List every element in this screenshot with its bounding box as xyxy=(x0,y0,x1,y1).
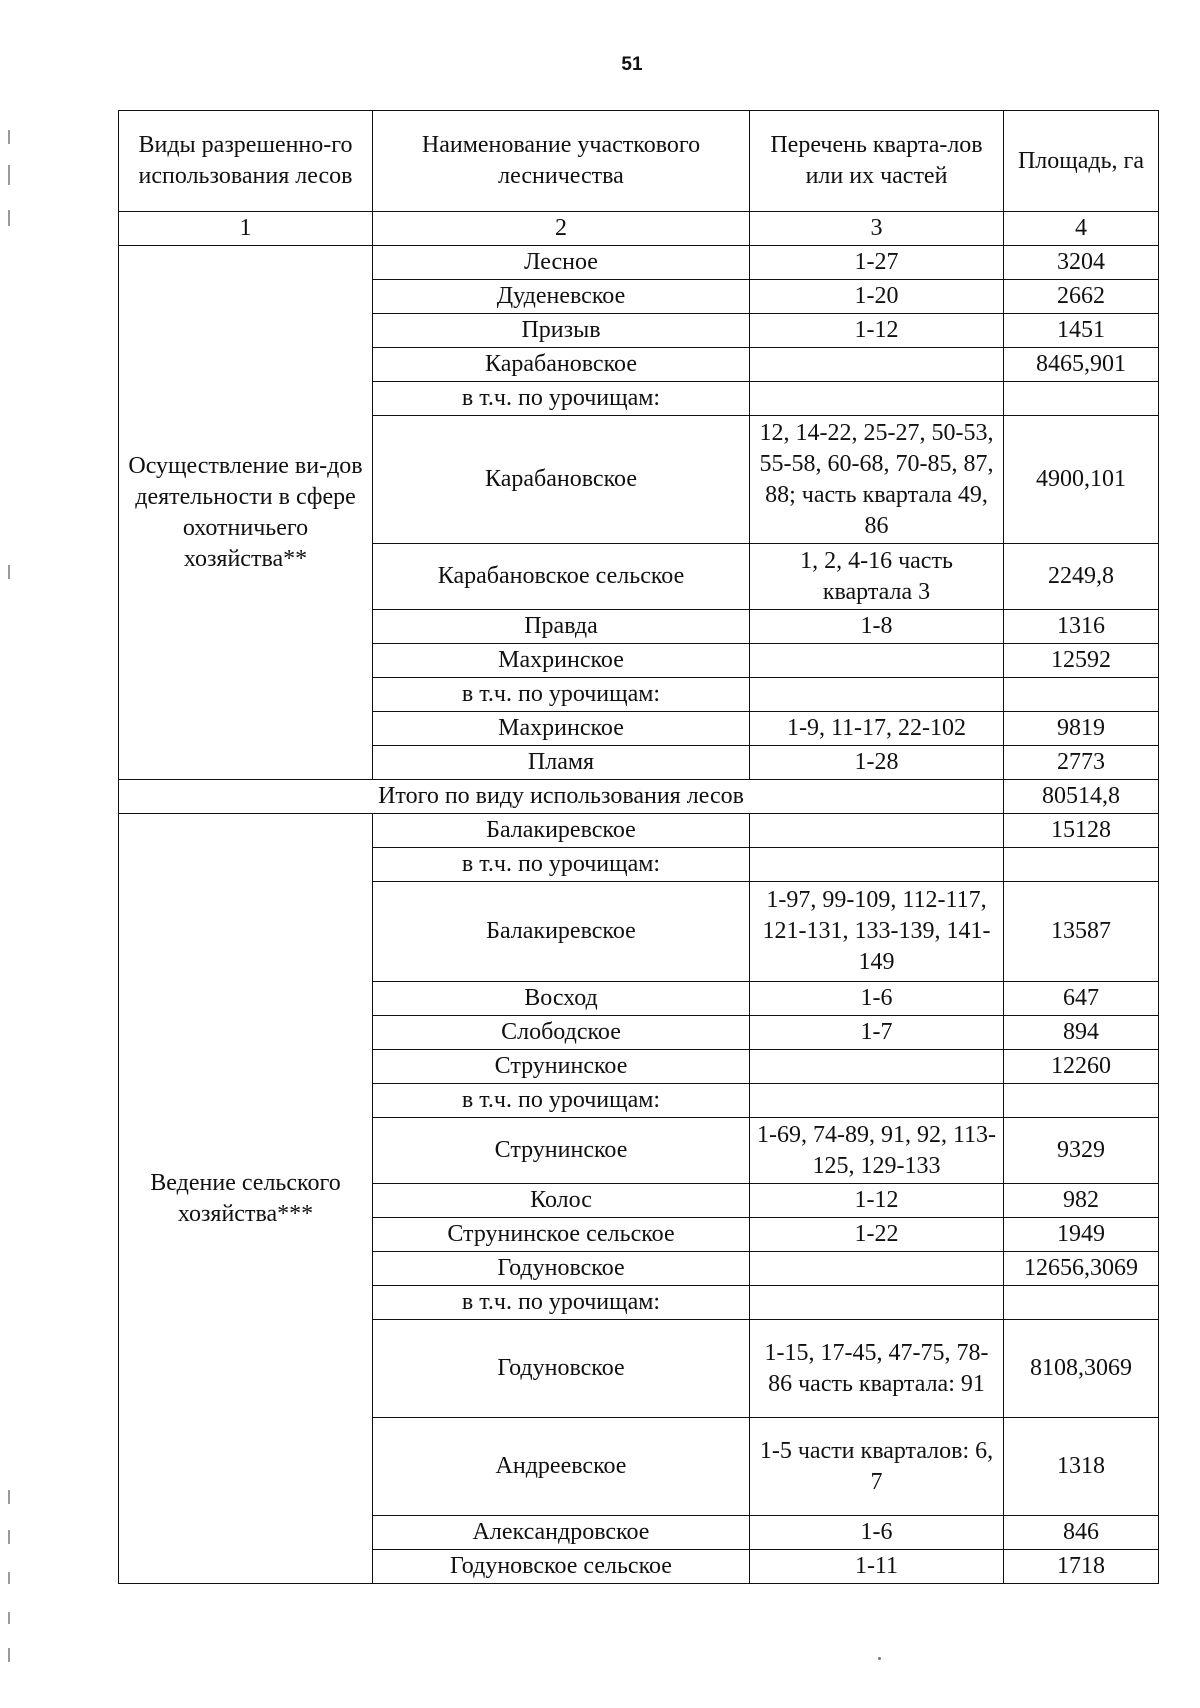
forestry-name-cell: в т.ч. по урочищам: xyxy=(373,678,750,712)
column-number: 1 xyxy=(119,212,373,246)
scan-edge-mark xyxy=(8,1648,10,1662)
column-number: 3 xyxy=(750,212,1004,246)
forestry-name-cell: Слободское xyxy=(373,1016,750,1050)
forest-use-table xyxy=(118,110,1159,1584)
area-cell xyxy=(1004,382,1159,416)
area-cell: 12592 xyxy=(1004,644,1159,678)
header-row xyxy=(119,111,1159,212)
scan-edge-mark xyxy=(8,1490,10,1504)
forestry-name-cell: Андреевское xyxy=(373,1418,750,1516)
forestry-name-cell: Махринское xyxy=(373,712,750,746)
quarters-cell: 1-69, 74-89, 91, 92, 113-125, 129-133 xyxy=(750,1118,1004,1184)
column-number: 4 xyxy=(1004,212,1159,246)
area-cell xyxy=(1004,678,1159,712)
quarters-cell: 1-28 xyxy=(750,746,1004,780)
forestry-name-cell: Струнинское xyxy=(373,1118,750,1184)
table-row xyxy=(119,814,1159,848)
scan-dust-dot xyxy=(878,1657,881,1660)
quarters-cell: 1-20 xyxy=(750,280,1004,314)
forestry-name-cell: Александровское xyxy=(373,1516,750,1550)
group-hunting xyxy=(119,246,1159,780)
forestry-name-cell: Правда xyxy=(373,610,750,644)
forestry-name-cell: Струнинское xyxy=(373,1050,750,1084)
area-cell: 2249,8 xyxy=(1004,544,1159,610)
page-number: 51 xyxy=(621,54,643,75)
header-forestry-name: Наименование участкового лесничества xyxy=(373,111,750,212)
forestry-name-cell: в т.ч. по урочищам: xyxy=(373,1084,750,1118)
header-area: Площадь, га xyxy=(1004,111,1159,212)
quarters-cell: 1-15, 17-45, 47-75, 78-86 часть квартала: 91 xyxy=(750,1320,1004,1418)
scan-edge-mark xyxy=(8,1530,10,1544)
area-cell: 13587 xyxy=(1004,882,1159,982)
forestry-name-cell: Восход xyxy=(373,982,750,1016)
forestry-name-cell: Махринское xyxy=(373,644,750,678)
forestry-name-cell: Карабановское сельское xyxy=(373,544,750,610)
forestry-name-cell: Призыв xyxy=(373,314,750,348)
header-quarters-list: Перечень кварта-лов или их частей xyxy=(750,111,1004,212)
forestry-name-cell: Пламя xyxy=(373,746,750,780)
quarters-cell: 1-22 xyxy=(750,1218,1004,1252)
quarters-cell: 1-27 xyxy=(750,246,1004,280)
area-cell: 894 xyxy=(1004,1016,1159,1050)
use-type-cell: Ведение сельского хозяйства*** xyxy=(119,814,373,1584)
quarters-cell: 1-12 xyxy=(750,1184,1004,1218)
quarters-cell: 1-6 xyxy=(750,1516,1004,1550)
area-cell: 846 xyxy=(1004,1516,1159,1550)
forestry-name-cell: в т.ч. по урочищам: xyxy=(373,848,750,882)
quarters-cell: 12, 14-22, 25-27, 50-53, 55-58, 60-68, 70-85, 87, 88; часть квартала 49, 86 xyxy=(750,416,1004,544)
quarters-cell xyxy=(750,1252,1004,1286)
forestry-name-cell: Лесное xyxy=(373,246,750,280)
area-cell: 3204 xyxy=(1004,246,1159,280)
scan-edge-mark xyxy=(8,1572,10,1584)
total-value: 80514,8 xyxy=(1004,780,1159,814)
area-cell: 9329 xyxy=(1004,1118,1159,1184)
forestry-name-cell: Карабановское xyxy=(373,416,750,544)
quarters-cell: 1-9, 11-17, 22-102 xyxy=(750,712,1004,746)
area-cell: 647 xyxy=(1004,982,1159,1016)
quarters-cell xyxy=(750,1286,1004,1320)
total-row xyxy=(119,780,1159,814)
group-agriculture xyxy=(119,814,1159,1584)
total-label: Итого по виду использования лесов xyxy=(119,780,1004,814)
quarters-cell xyxy=(750,382,1004,416)
area-cell: 2662 xyxy=(1004,280,1159,314)
area-cell: 12260 xyxy=(1004,1050,1159,1084)
quarters-cell: 1-6 xyxy=(750,982,1004,1016)
scan-edge-mark xyxy=(8,1612,10,1624)
area-cell: 1318 xyxy=(1004,1418,1159,1516)
scan-edge-mark xyxy=(8,565,10,579)
area-cell: 1718 xyxy=(1004,1550,1159,1584)
area-cell xyxy=(1004,1286,1159,1320)
use-type-cell: Осуществление ви-дов деятельности в сфере охотничьего хозяйства** xyxy=(119,246,373,780)
forestry-name-cell: Годуновское xyxy=(373,1320,750,1418)
forestry-name-cell: Дуденевское xyxy=(373,280,750,314)
area-cell: 1316 xyxy=(1004,610,1159,644)
quarters-cell xyxy=(750,848,1004,882)
header-use-type: Виды разрешенно-го использования лесов xyxy=(119,111,373,212)
total-section xyxy=(119,780,1159,814)
scan-edge-mark xyxy=(8,210,10,226)
quarters-cell: 1-5 части кварталов: 6, 7 xyxy=(750,1418,1004,1516)
quarters-cell: 1-7 xyxy=(750,1016,1004,1050)
area-cell: 8108,3069 xyxy=(1004,1320,1159,1418)
quarters-cell: 1, 2, 4-16 часть квартала 3 xyxy=(750,544,1004,610)
quarters-cell: 1-11 xyxy=(750,1550,1004,1584)
area-cell xyxy=(1004,848,1159,882)
quarters-cell xyxy=(750,678,1004,712)
quarters-cell xyxy=(750,348,1004,382)
quarters-cell: 1-12 xyxy=(750,314,1004,348)
forestry-name-cell: Карабановское xyxy=(373,348,750,382)
table-row xyxy=(119,246,1159,280)
quarters-cell xyxy=(750,814,1004,848)
forestry-name-cell: Балакиревское xyxy=(373,814,750,848)
quarters-cell xyxy=(750,644,1004,678)
quarters-cell: 1-8 xyxy=(750,610,1004,644)
column-number: 2 xyxy=(373,212,750,246)
scan-edge-mark xyxy=(8,130,10,144)
forestry-name-cell: в т.ч. по урочищам: xyxy=(373,1286,750,1320)
column-number-row xyxy=(119,212,1159,246)
forestry-name-cell: Колос xyxy=(373,1184,750,1218)
quarters-cell: 1-97, 99-109, 112-117, 121-131, 133-139, 141-149 xyxy=(750,882,1004,982)
area-cell: 4900,101 xyxy=(1004,416,1159,544)
forestry-name-cell: Струнинское сельское xyxy=(373,1218,750,1252)
area-cell: 2773 xyxy=(1004,746,1159,780)
forestry-name-cell: Балакиревское xyxy=(373,882,750,982)
area-cell: 982 xyxy=(1004,1184,1159,1218)
forestry-name-cell: в т.ч. по урочищам: xyxy=(373,382,750,416)
quarters-cell xyxy=(750,1050,1004,1084)
area-cell xyxy=(1004,1084,1159,1118)
area-cell: 9819 xyxy=(1004,712,1159,746)
forestry-name-cell: Годуновское сельское xyxy=(373,1550,750,1584)
forestry-name-cell: Годуновское xyxy=(373,1252,750,1286)
area-cell: 12656,3069 xyxy=(1004,1252,1159,1286)
area-cell: 1451 xyxy=(1004,314,1159,348)
scan-edge-mark xyxy=(8,165,10,185)
area-cell: 15128 xyxy=(1004,814,1159,848)
quarters-cell xyxy=(750,1084,1004,1118)
area-cell: 1949 xyxy=(1004,1218,1159,1252)
area-cell: 8465,901 xyxy=(1004,348,1159,382)
